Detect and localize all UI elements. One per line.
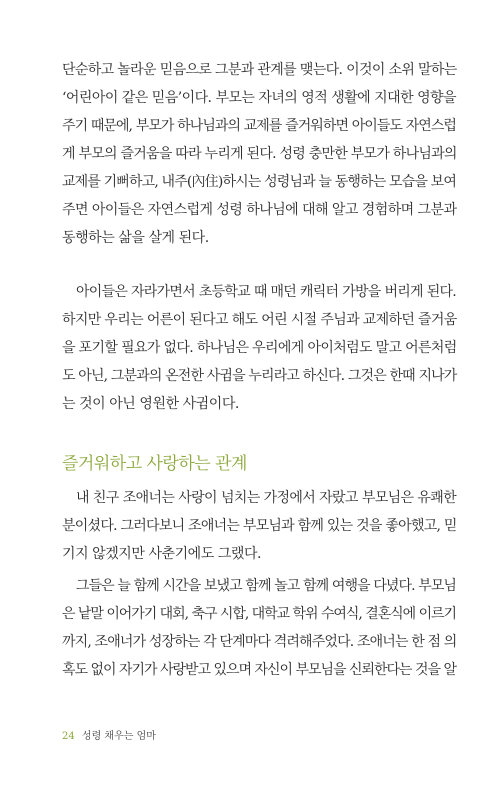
text-line: 기지 않겠지만 사춘기에도 그랬다.	[62, 546, 262, 562]
text-line: 단순하고 놀라운 믿음으로 그분과 관계를 맺는다. 이것이 소위 말하는	[62, 62, 457, 78]
text-line: 하지만 우리는 어른이 된다고 해도 어린 시절 주님과 교제하던 즐거움	[62, 312, 457, 328]
paragraph-3	[62, 484, 456, 568]
paragraph-2	[62, 278, 456, 418]
paragraph-4	[62, 572, 456, 684]
text-line: 도 아닌, 그분과의 온전한 사귐을 누리라고 하신다. 그것은 한때 지나가	[62, 368, 457, 384]
text-line: 주기 때문에, 부모가 하나님과의 교제를 즐거워하면 아이들도 자연스럽	[62, 118, 456, 134]
text-line: 아이들은 자라가면서 초등학교 때 매던 캐릭터 가방을 버리게 된다.	[76, 284, 456, 300]
text-line: 주면 아이들은 자연스럽게 성령 하나님에 대해 알고 경험하며 그분과	[62, 202, 457, 218]
text-line: 내 친구 조애너는 사랑이 넘치는 가정에서 자랐고 부모님은 유쾌한	[76, 490, 456, 506]
paragraph-1	[62, 56, 456, 252]
page-footer	[62, 730, 156, 744]
text-line: 을 포기할 필요가 없다. 하나님은 우리에게 아이처럼도 말고 어른처럼	[62, 340, 457, 356]
section-heading: 즐거워하고 사랑하는 관계	[62, 454, 247, 474]
text-line: 혹도 없이 자기가 사랑받고 있으며 자신이 부모님을 신뢰한다는 것을 알	[62, 662, 456, 678]
text-line: 은 낱말 이어가기 대회, 축구 시합, 대학교 학위 수여식, 결혼식에 이르기	[62, 606, 456, 622]
text-line: 는 것이 아닌 영원한 사귐이다.	[62, 396, 239, 412]
text-line: 동행하는 삶을 살게 된다.	[62, 230, 209, 246]
text-line: 까지, 조애너가 성장하는 각 단계마다 격려해주었다. 조애너는 한 점 의	[62, 634, 457, 650]
text-line: ‘어린아이 같은 믿음’이다. 부모는 자녀의 영적 생활에 지대한 영향을	[62, 90, 456, 106]
text-line: 분이셨다. 그러다보니 조애너는 부모님과 함께 있는 것을 좋아했고, 믿	[62, 518, 457, 534]
text-line: 그들은 늘 함께 시간을 보냈고 함께 놀고 함께 여행을 다녔다. 부모님	[76, 578, 456, 594]
page-number: 24	[62, 731, 75, 742]
running-title: 성령 채우는 엄마	[81, 731, 156, 742]
text-line: 교제를 기뻐하고, 내주(內住)하시는 성령님과 늘 동행하는 모습을 보여	[62, 174, 456, 190]
text-line: 게 부모의 즐거움을 따라 누리게 된다. 성령 충만한 부모가 하나님과의	[62, 146, 457, 162]
